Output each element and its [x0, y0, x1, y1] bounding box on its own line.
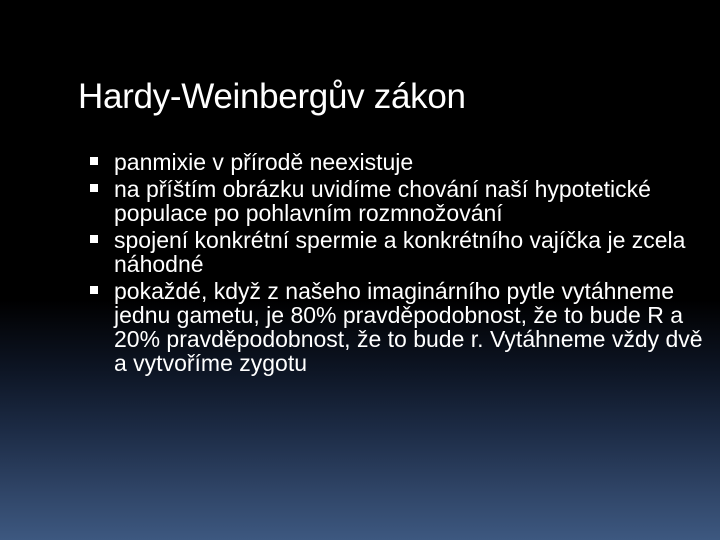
bullet-text: panmixie v přírodě neexistuje — [114, 149, 414, 175]
square-bullet-icon — [90, 157, 98, 165]
square-bullet-icon — [90, 286, 98, 294]
list-item — [88, 150, 712, 174]
square-bullet-icon — [90, 235, 98, 243]
square-bullet-icon — [90, 184, 98, 192]
list-item — [88, 228, 712, 276]
list-item — [88, 279, 712, 375]
bullet-text: pokaždé, když z našeho imaginárního pytle vytáhneme jednu gametu, je 80% pravděpodobnost, že to bude R a 20% pravděpodobnost, že to bude r. Vytáhneme vždy dvě a vytvoříme zygotu — [114, 278, 703, 376]
bullet-text: na příštím obrázku uvidíme chování naší hypotetické populace po pohlavním rozmnožování — [114, 176, 651, 226]
bullet-list — [88, 150, 712, 378]
slide-title: Hardy-Weinbergův zákon — [78, 77, 466, 116]
bullet-text: spojení konkrétní spermie a konkrétního vajíčka je zcela náhodné — [114, 227, 686, 277]
list-item — [88, 177, 712, 225]
